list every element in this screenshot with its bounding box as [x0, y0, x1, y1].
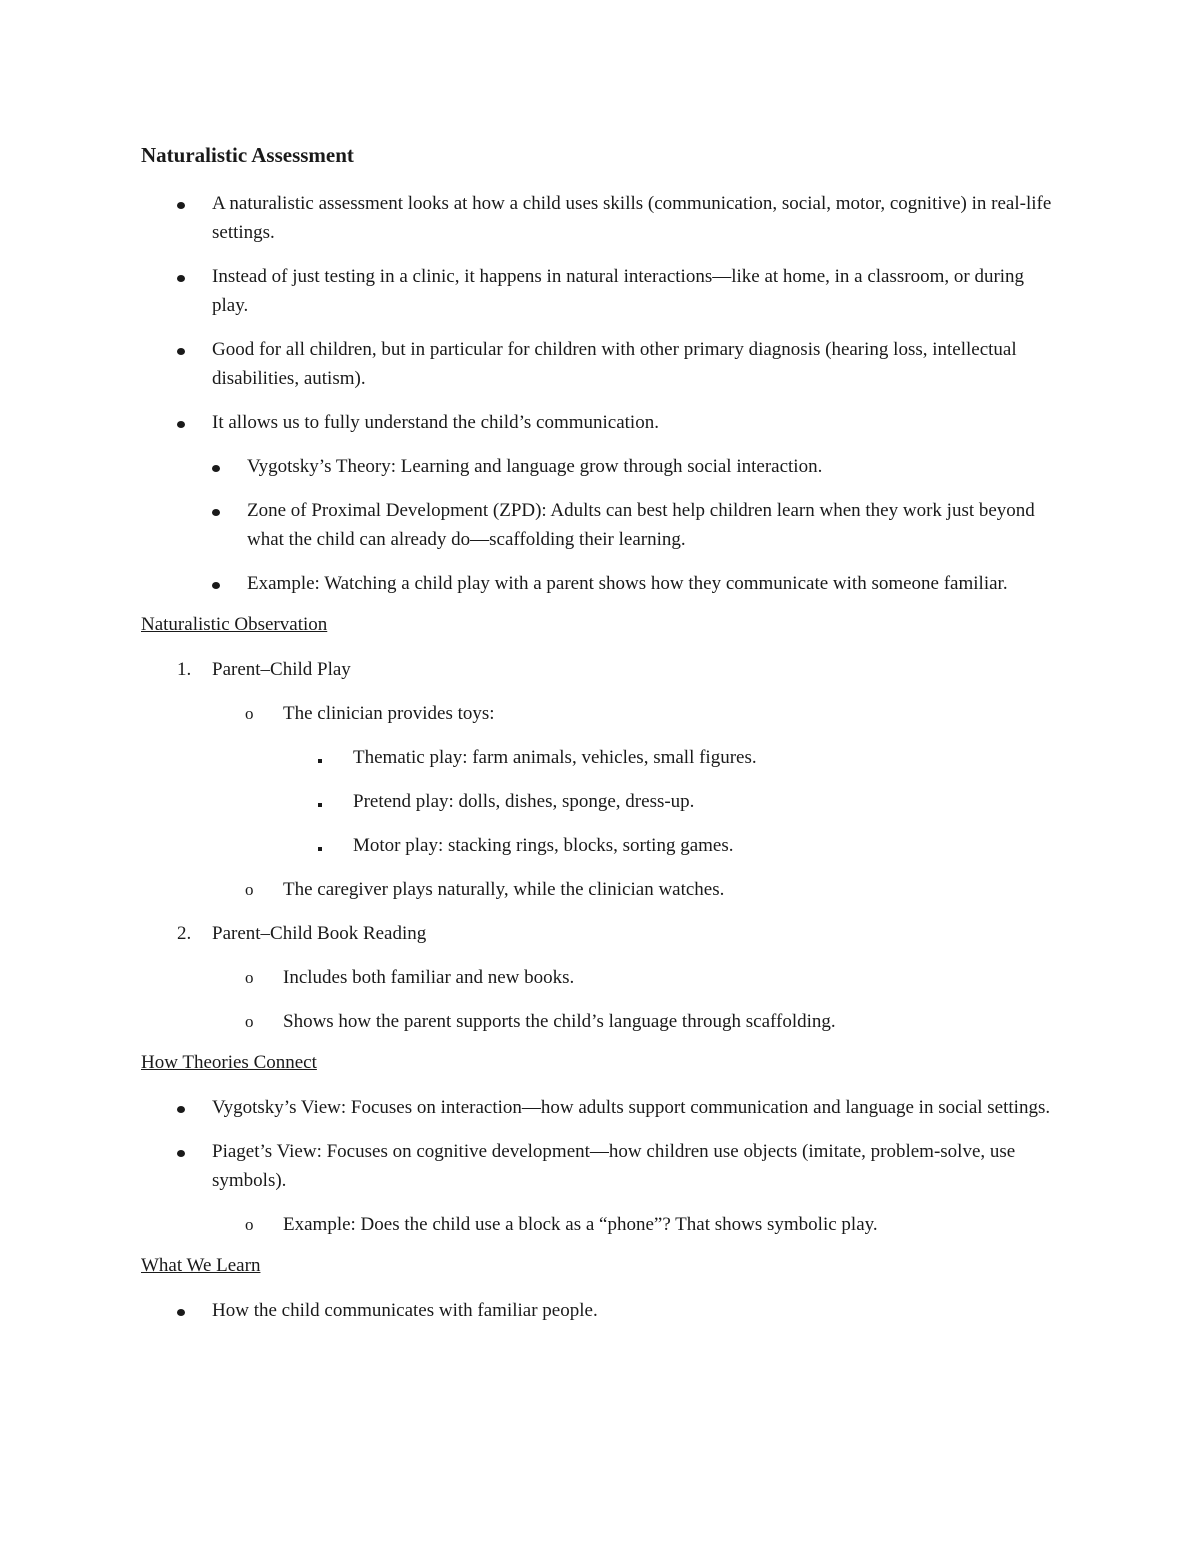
bullet-dot-icon [177, 335, 207, 364]
list-item-text: Thematic play: farm animals, vehicles, small figures. [353, 747, 757, 768]
list-item-text: Shows how the parent supports the child’s language through scaffolding. [283, 1011, 836, 1032]
bullet-dot-icon [177, 1137, 207, 1166]
list-item-text: Vygotsky’s Theory: Learning and language grow through social interaction. [247, 456, 823, 477]
bullet-dot-icon [177, 1093, 207, 1122]
bullet-dot-icon [177, 189, 207, 218]
circle-bullet-icon: o [245, 1215, 254, 1234]
bullet-dot-icon [177, 408, 207, 437]
toy-list-item [141, 743, 1061, 772]
sub-list-item [141, 1210, 1061, 1239]
circle-bullet-icon: o [245, 880, 254, 899]
list-item [141, 1296, 1061, 1325]
bullet-dot-icon [212, 569, 242, 598]
list-item [141, 335, 1061, 393]
list-item [141, 1093, 1061, 1122]
list-item-text: Good for all children, but in particular for children with other primary diagnosis (hearing loss, intellectual disabilities, autism). [212, 339, 1017, 389]
bullet-dot-icon [177, 1296, 207, 1325]
list-item-text: Instead of just testing in a clinic, it happens in natural interactions—like at home, in a classroom, or during play. [212, 266, 1025, 316]
bullet-dot-icon [177, 262, 207, 291]
list-item-text: Pretend play: dolls, dishes, sponge, dress-up. [353, 791, 695, 812]
list-item [141, 408, 1061, 437]
list-item [141, 189, 1061, 247]
list-item-text: Includes both familiar and new books. [283, 967, 575, 988]
list-item-text: Example: Watching a child play with a parent shows how they communicate with someone familiar. [247, 573, 1008, 594]
toy-list-item [141, 787, 1061, 816]
section-heading-theories: How Theories Connect [141, 1052, 317, 1073]
sub-list-item [141, 699, 1061, 728]
list-item-text: Piaget’s View: Focuses on cognitive development—how children use objects (imitate, problem-solve, use symbols). [212, 1141, 1016, 1191]
list-item [141, 1137, 1061, 1195]
sub-list-item [141, 569, 1061, 598]
list-item-text: The clinician provides toys: [283, 703, 495, 724]
list-item-text: Motor play: stacking rings, blocks, sorting games. [353, 835, 734, 856]
square-bullet-icon [315, 787, 345, 816]
list-item [141, 262, 1061, 320]
sub-list-item [141, 963, 1061, 992]
list-number: 2. [177, 923, 192, 944]
section-heading-learn: What We Learn [141, 1255, 261, 1276]
numbered-item [141, 919, 1061, 948]
sub-list-item [141, 452, 1061, 481]
list-item-text: Parent–Child Play [212, 659, 351, 680]
page-title: Naturalistic Assessment [141, 143, 354, 167]
sub-list-item [141, 496, 1061, 554]
circle-bullet-icon: o [245, 968, 254, 987]
square-bullet-icon [315, 831, 345, 860]
list-item-text: Vygotsky’s View: Focuses on interaction—how adults support communication and language in social settings. [212, 1097, 1051, 1118]
bullet-dot-icon [212, 452, 242, 481]
numbered-item [141, 655, 1061, 684]
sub-list-item [141, 875, 1061, 904]
list-item-text: It allows us to fully understand the child’s communication. [212, 412, 659, 433]
list-number: 1. [177, 659, 192, 680]
toy-list-item [141, 831, 1061, 860]
list-item-text: Zone of Proximal Development (ZPD): Adults can best help children learn when they work just beyond what the child can already do—scaffolding their learning. [247, 500, 1035, 550]
list-item-text: The caregiver plays naturally, while the clinician watches. [283, 879, 725, 900]
circle-bullet-icon: o [245, 704, 254, 723]
document-page [141, 140, 1061, 1340]
circle-bullet-icon: o [245, 1012, 254, 1031]
list-item-text: Example: Does the child use a block as a “phone”? That shows symbolic play. [283, 1214, 878, 1235]
square-bullet-icon [315, 743, 345, 772]
bullet-dot-icon [212, 496, 242, 525]
list-item-text: A naturalistic assessment looks at how a child uses skills (communication, social, motor, cognitive) in real-life settings. [212, 193, 1052, 243]
sub-list-item [141, 1007, 1061, 1036]
list-item-text: Parent–Child Book Reading [212, 923, 427, 944]
section-heading-observation: Naturalistic Observation [141, 614, 328, 635]
list-item-text: How the child communicates with familiar people. [212, 1300, 598, 1321]
